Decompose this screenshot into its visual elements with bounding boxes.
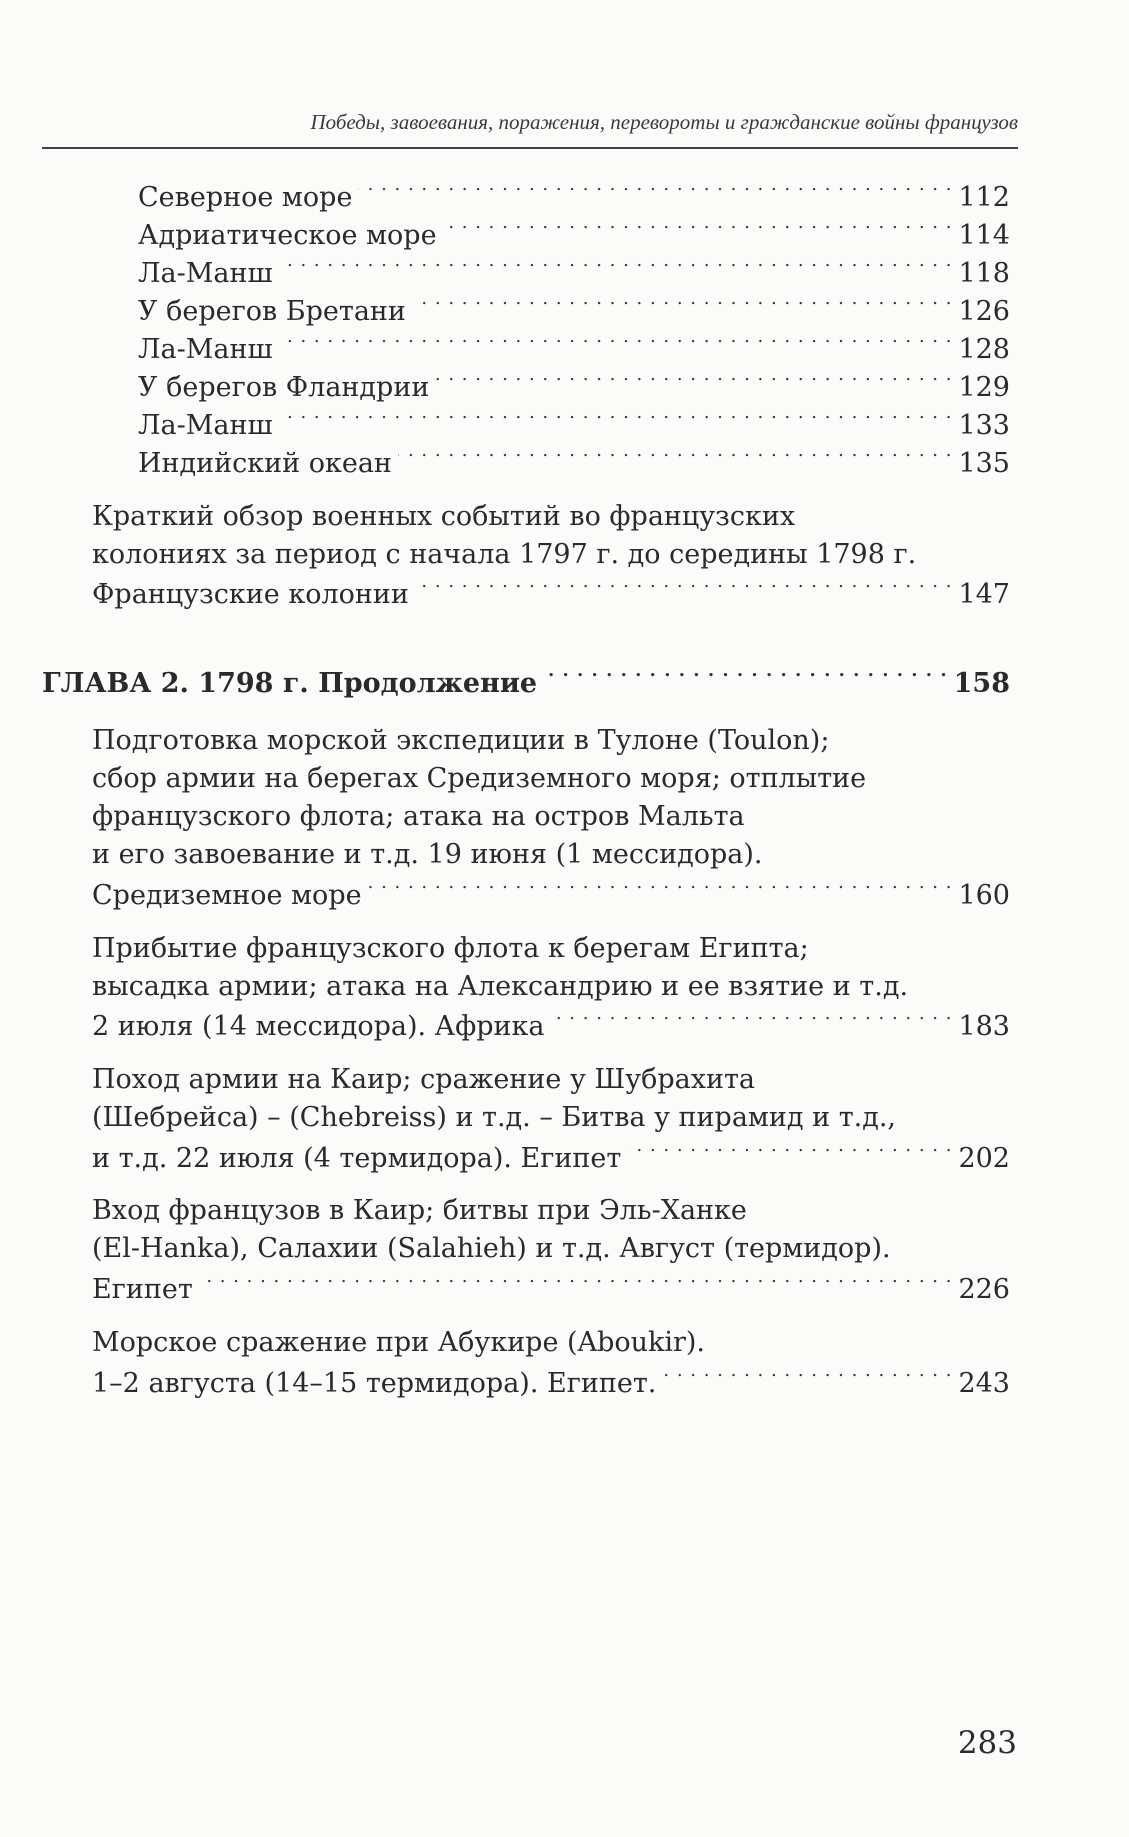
toc-entry[interactable] — [138, 442, 1010, 483]
entry-text-line: сбор армии на берегах Средиземного моря; отплытие — [92, 763, 867, 794]
toc-entry[interactable] — [92, 1005, 1010, 1046]
toc-entry[interactable] — [138, 176, 1010, 217]
entry-page: 128 — [958, 334, 1010, 365]
dot-leader — [435, 366, 952, 396]
entry-title: Ла-Манш — [138, 258, 273, 289]
dot-leader — [415, 573, 953, 603]
entry-title: 1–2 августа (14–15 термидора). Египет. — [92, 1368, 657, 1399]
dot-leader — [368, 874, 953, 904]
entry-title: Северное море — [138, 182, 353, 213]
entry-page: 183 — [958, 1011, 1010, 1042]
entry-text-line: колониях за период с начала 1797 г. до середины 1798 г. — [92, 539, 917, 570]
entry-page: 243 — [958, 1368, 1010, 1399]
entry-text-line: Подготовка морской экспедиции в Тулоне (Toulon); — [92, 725, 830, 756]
entry-text-line: (El-Hanka), Салахии (Salahieh) и т.д. Август (термидор). — [92, 1233, 891, 1264]
dot-leader — [412, 290, 953, 320]
toc-entry[interactable] — [92, 1137, 1010, 1178]
toc-entry[interactable] — [92, 573, 1010, 614]
chapter-page: 158 — [953, 668, 1010, 699]
dot-leader — [279, 328, 953, 358]
entry-title: Индийский океан — [138, 448, 392, 479]
entry-text-line: французского флота; атака на остров Мальта — [92, 801, 745, 832]
entry-page: 135 — [958, 448, 1010, 479]
dot-leader — [398, 442, 953, 472]
entry-title: У берегов Бретани — [138, 296, 406, 327]
entry-page: 118 — [958, 258, 1010, 289]
entry-title: Адриатическое море — [138, 220, 437, 251]
entry-text-line: Поход армии на Каир; сражение у Шубрахита — [92, 1064, 756, 1095]
toc-entry[interactable] — [92, 1268, 1010, 1309]
entry-page: 160 — [958, 880, 1010, 911]
entry-page: 112 — [958, 182, 1010, 213]
dot-leader — [543, 662, 948, 692]
dot-leader — [358, 176, 952, 206]
chapter-heading[interactable] — [42, 662, 1010, 703]
entry-text-line: высадка армии; атака на Александрию и ее взятие и т.д. — [92, 971, 909, 1002]
entry-title: 2 июля (14 мессидора). Африка — [92, 1011, 545, 1042]
toc-entry[interactable] — [138, 328, 1010, 369]
entry-title: Ла-Манш — [138, 410, 273, 441]
running-header: Победы, завоевания, поражения, перевороты и гражданские войны французов — [310, 110, 1018, 134]
entry-title: Французские колонии — [92, 579, 409, 610]
page-number: 283 — [957, 1725, 1017, 1761]
toc-entry[interactable] — [138, 214, 1010, 255]
header-rule — [42, 147, 1018, 149]
entry-text-line: Вход французов в Каир; битвы при Эль-Ханке — [92, 1195, 747, 1226]
entry-text-line: (Шебрейса) – (Chebreiss) и т.д. – Битва у пирамид и т.д., — [92, 1102, 897, 1133]
entry-text-line: Морское сражение при Абукире (Aboukir). — [92, 1327, 706, 1358]
entry-page: 147 — [958, 579, 1010, 610]
toc-entry[interactable] — [92, 874, 1010, 915]
entry-page: 133 — [958, 410, 1010, 441]
toc-entry[interactable] — [138, 252, 1010, 293]
chapter-title: ГЛАВА 2. 1798 г. Продолжение — [42, 668, 538, 699]
entry-title: Средиземное море — [92, 880, 362, 911]
entry-text-line: Прибытие французского флота к берегам Египта; — [92, 933, 809, 964]
entry-page: 226 — [958, 1274, 1010, 1305]
toc-entry[interactable] — [138, 404, 1010, 445]
entry-title: Египет — [92, 1274, 193, 1305]
entry-title: и т.д. 22 июля (4 термидора). Египет — [92, 1143, 622, 1174]
dot-leader — [551, 1005, 953, 1035]
entry-page: 114 — [958, 220, 1010, 251]
entry-page: 129 — [958, 372, 1010, 403]
toc-entry[interactable] — [138, 290, 1010, 331]
entry-text-line: Краткий обзор военных событий во французских — [92, 501, 796, 532]
entry-title: У берегов Фландрии — [138, 372, 430, 403]
dot-leader — [199, 1268, 953, 1298]
dot-leader — [279, 252, 953, 282]
entry-text-line: и его завоевание и т.д. 19 июня (1 мессидора). — [92, 839, 763, 870]
entry-page: 126 — [958, 296, 1010, 327]
dot-leader — [443, 214, 953, 244]
entry-title: Ла-Манш — [138, 334, 273, 365]
entry-page: 202 — [958, 1143, 1010, 1174]
dot-leader — [279, 404, 953, 434]
dot-leader — [662, 1362, 952, 1392]
dot-leader — [627, 1137, 952, 1167]
toc-entry[interactable] — [138, 366, 1010, 407]
toc-entry[interactable] — [92, 1362, 1010, 1403]
